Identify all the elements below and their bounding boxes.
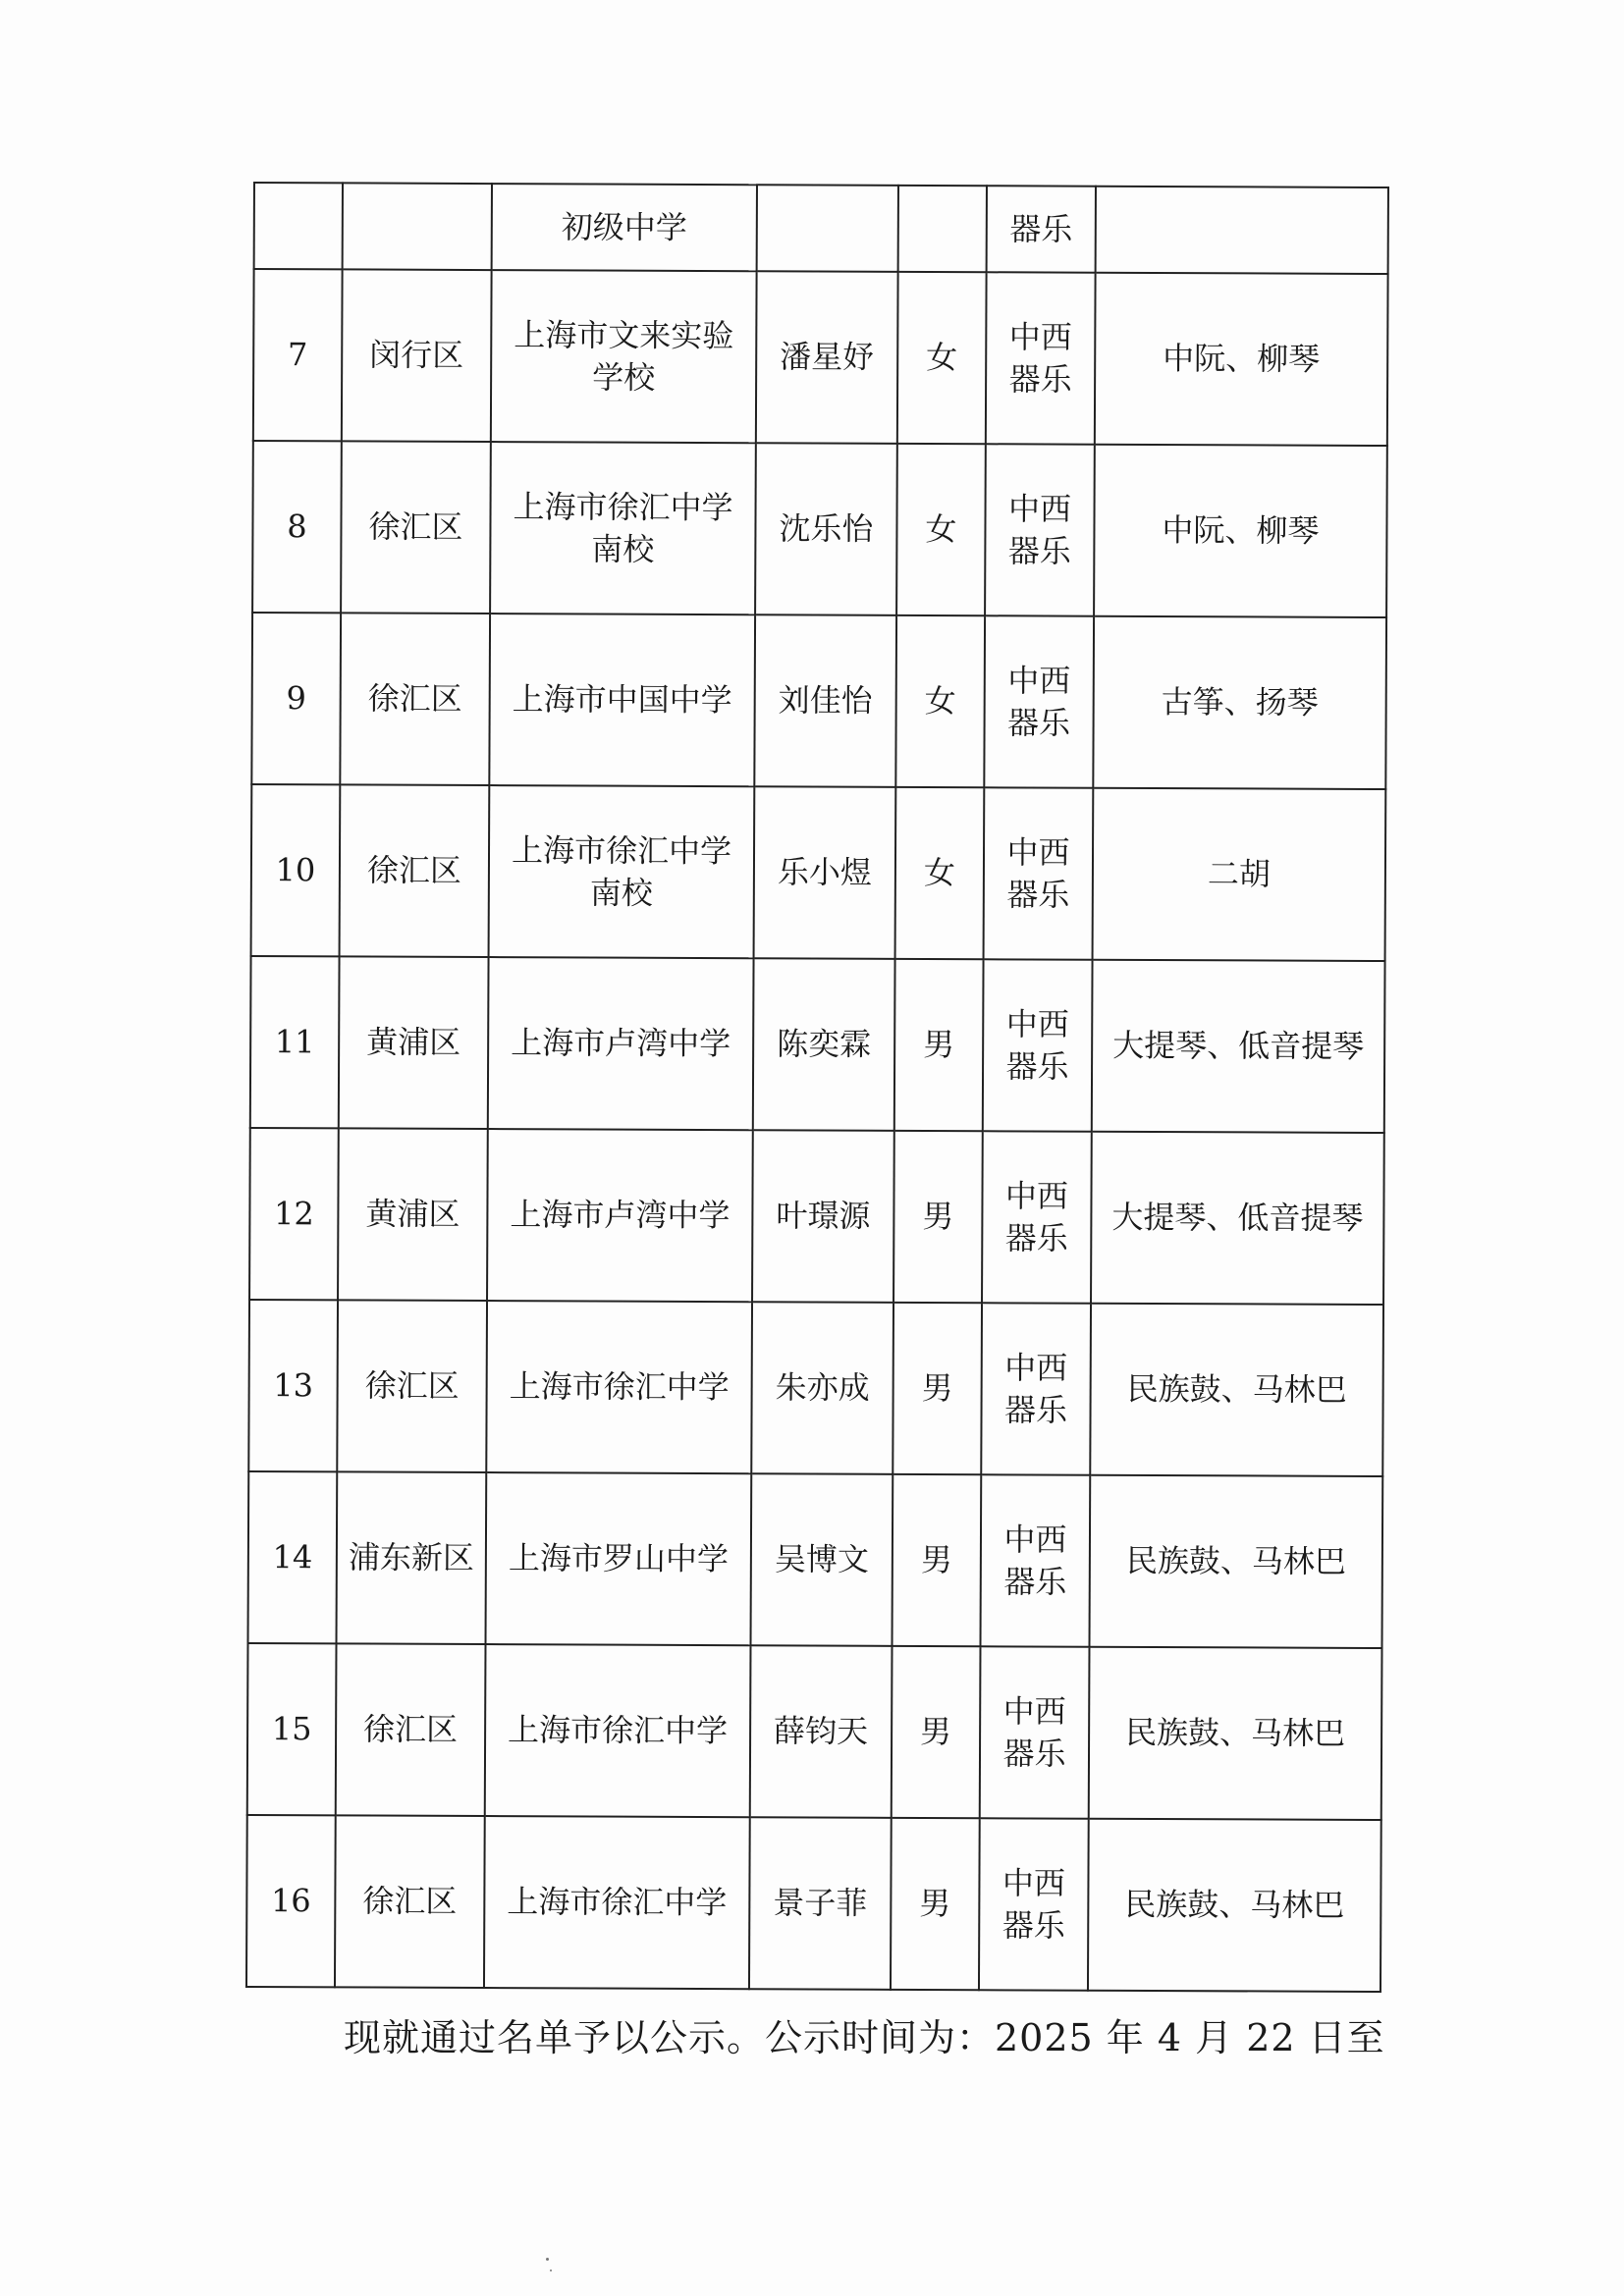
cell-no: 11 (250, 956, 340, 1128)
cell-instrument: 大提琴、低音提琴 (1092, 960, 1385, 1133)
cell-district: 闵行区 (342, 269, 492, 442)
table-row (252, 441, 1387, 617)
table-row-continued (254, 183, 1388, 274)
cell-district: 徐汇区 (336, 1643, 486, 1816)
cell-type: 中西器乐 (980, 1474, 1090, 1646)
cell-instrument: 民族鼓、马林巴 (1090, 1304, 1383, 1476)
cell-district: 浦东新区 (337, 1471, 487, 1644)
cell-no: 14 (248, 1471, 338, 1643)
table-row (253, 269, 1388, 446)
cell-no: 9 (251, 613, 341, 784)
cell-school: 上海市文来实验学校 (491, 270, 757, 443)
cell-type: 中西器乐 (984, 787, 1094, 959)
cell-instrument: 民族鼓、马林巴 (1089, 1647, 1382, 1820)
scan-speck (550, 2269, 552, 2271)
roster-table (245, 182, 1389, 1993)
cell-type: 器乐 (987, 186, 1096, 272)
cell-no: 10 (251, 784, 341, 956)
cell-school: 初级中学 (492, 184, 757, 271)
cell-district (343, 183, 492, 270)
cell-district: 徐汇区 (335, 1815, 485, 1988)
cell-school: 上海市卢湾中学 (487, 1129, 753, 1302)
cell-gender: 女 (895, 615, 985, 787)
cell-instrument: 大提琴、低音提琴 (1091, 1132, 1384, 1305)
cell-district: 徐汇区 (337, 1300, 487, 1472)
cell-no (254, 183, 343, 269)
cell-no: 13 (248, 1300, 338, 1471)
cell-instrument: 中阮、柳琴 (1094, 445, 1387, 617)
cell-school: 上海市卢湾中学 (488, 957, 754, 1130)
cell-name: 陈奕霖 (753, 958, 895, 1131)
cell-gender: 女 (895, 787, 985, 959)
table-row (250, 956, 1385, 1133)
table-row (249, 1128, 1384, 1305)
table-row (247, 1643, 1382, 1820)
cell-gender: 女 (896, 444, 986, 615)
cell-type: 中西器乐 (984, 615, 1094, 787)
cell-gender: 男 (892, 1646, 981, 1818)
cell-district: 黄浦区 (338, 1128, 488, 1301)
cell-school: 上海市徐汇中学 (486, 1301, 752, 1473)
cell-name: 沈乐怡 (755, 443, 897, 615)
cell-gender: 女 (897, 272, 987, 444)
cell-school: 上海市罗山中学 (486, 1472, 752, 1645)
scan-speck (546, 2258, 549, 2261)
cell-school: 上海市徐汇中学南校 (489, 785, 755, 958)
cell-district: 徐汇区 (341, 441, 491, 614)
cell-district: 黄浦区 (339, 956, 489, 1129)
cell-type: 中西器乐 (981, 1303, 1091, 1474)
cell-district: 徐汇区 (340, 784, 490, 957)
cell-instrument: 二胡 (1093, 788, 1386, 961)
cell-gender: 男 (894, 959, 984, 1131)
cell-gender: 男 (893, 1303, 982, 1474)
cell-instrument: 民族鼓、马林巴 (1089, 1475, 1382, 1648)
cell-no: 12 (249, 1128, 339, 1300)
cell-school: 上海市徐汇中学 (484, 1816, 750, 1989)
table-row (248, 1300, 1383, 1476)
cell-gender: 男 (893, 1131, 983, 1303)
cell-name: 吴博文 (750, 1473, 893, 1646)
cell-type: 中西器乐 (986, 272, 1096, 444)
cell-name: 朱亦成 (751, 1302, 893, 1474)
cell-gender: 男 (892, 1474, 981, 1646)
table-row (248, 1471, 1383, 1648)
cell-no: 15 (247, 1643, 337, 1815)
cell-gender (898, 186, 987, 272)
cell-instrument (1096, 187, 1388, 274)
cell-name: 叶璟源 (752, 1130, 894, 1303)
table-row (251, 784, 1386, 961)
cell-gender: 男 (891, 1818, 980, 1990)
cell-school: 上海市徐汇中学南校 (490, 442, 756, 614)
announcement-text: 现就通过名单予以公示。公示时间为：2025 年 4 月 22 日至 (344, 2016, 1385, 2059)
table-row (251, 613, 1386, 789)
cell-district: 徐汇区 (340, 613, 490, 785)
cell-school: 上海市中国中学 (489, 614, 755, 786)
cell-instrument: 古筝、扬琴 (1093, 616, 1386, 789)
cell-name (757, 185, 898, 272)
cell-school: 上海市徐汇中学 (485, 1644, 751, 1817)
cell-name: 景子菲 (749, 1817, 892, 1990)
cell-no: 7 (253, 269, 343, 441)
cell-instrument: 民族鼓、马林巴 (1088, 1819, 1381, 1992)
cell-type: 中西器乐 (985, 444, 1095, 615)
cell-name: 刘佳怡 (754, 614, 896, 787)
cell-name: 薛钧天 (750, 1645, 893, 1818)
cell-no: 16 (246, 1815, 336, 1987)
cell-type: 中西器乐 (983, 959, 1093, 1131)
table-row (246, 1815, 1381, 1992)
cell-type: 中西器乐 (979, 1818, 1089, 1990)
cell-no: 8 (252, 441, 342, 613)
cell-name: 潘星妤 (756, 271, 898, 444)
cell-name: 乐小煜 (754, 786, 896, 959)
cell-type: 中西器乐 (980, 1646, 1090, 1818)
cell-type: 中西器乐 (982, 1131, 1092, 1303)
cell-instrument: 中阮、柳琴 (1095, 273, 1388, 446)
